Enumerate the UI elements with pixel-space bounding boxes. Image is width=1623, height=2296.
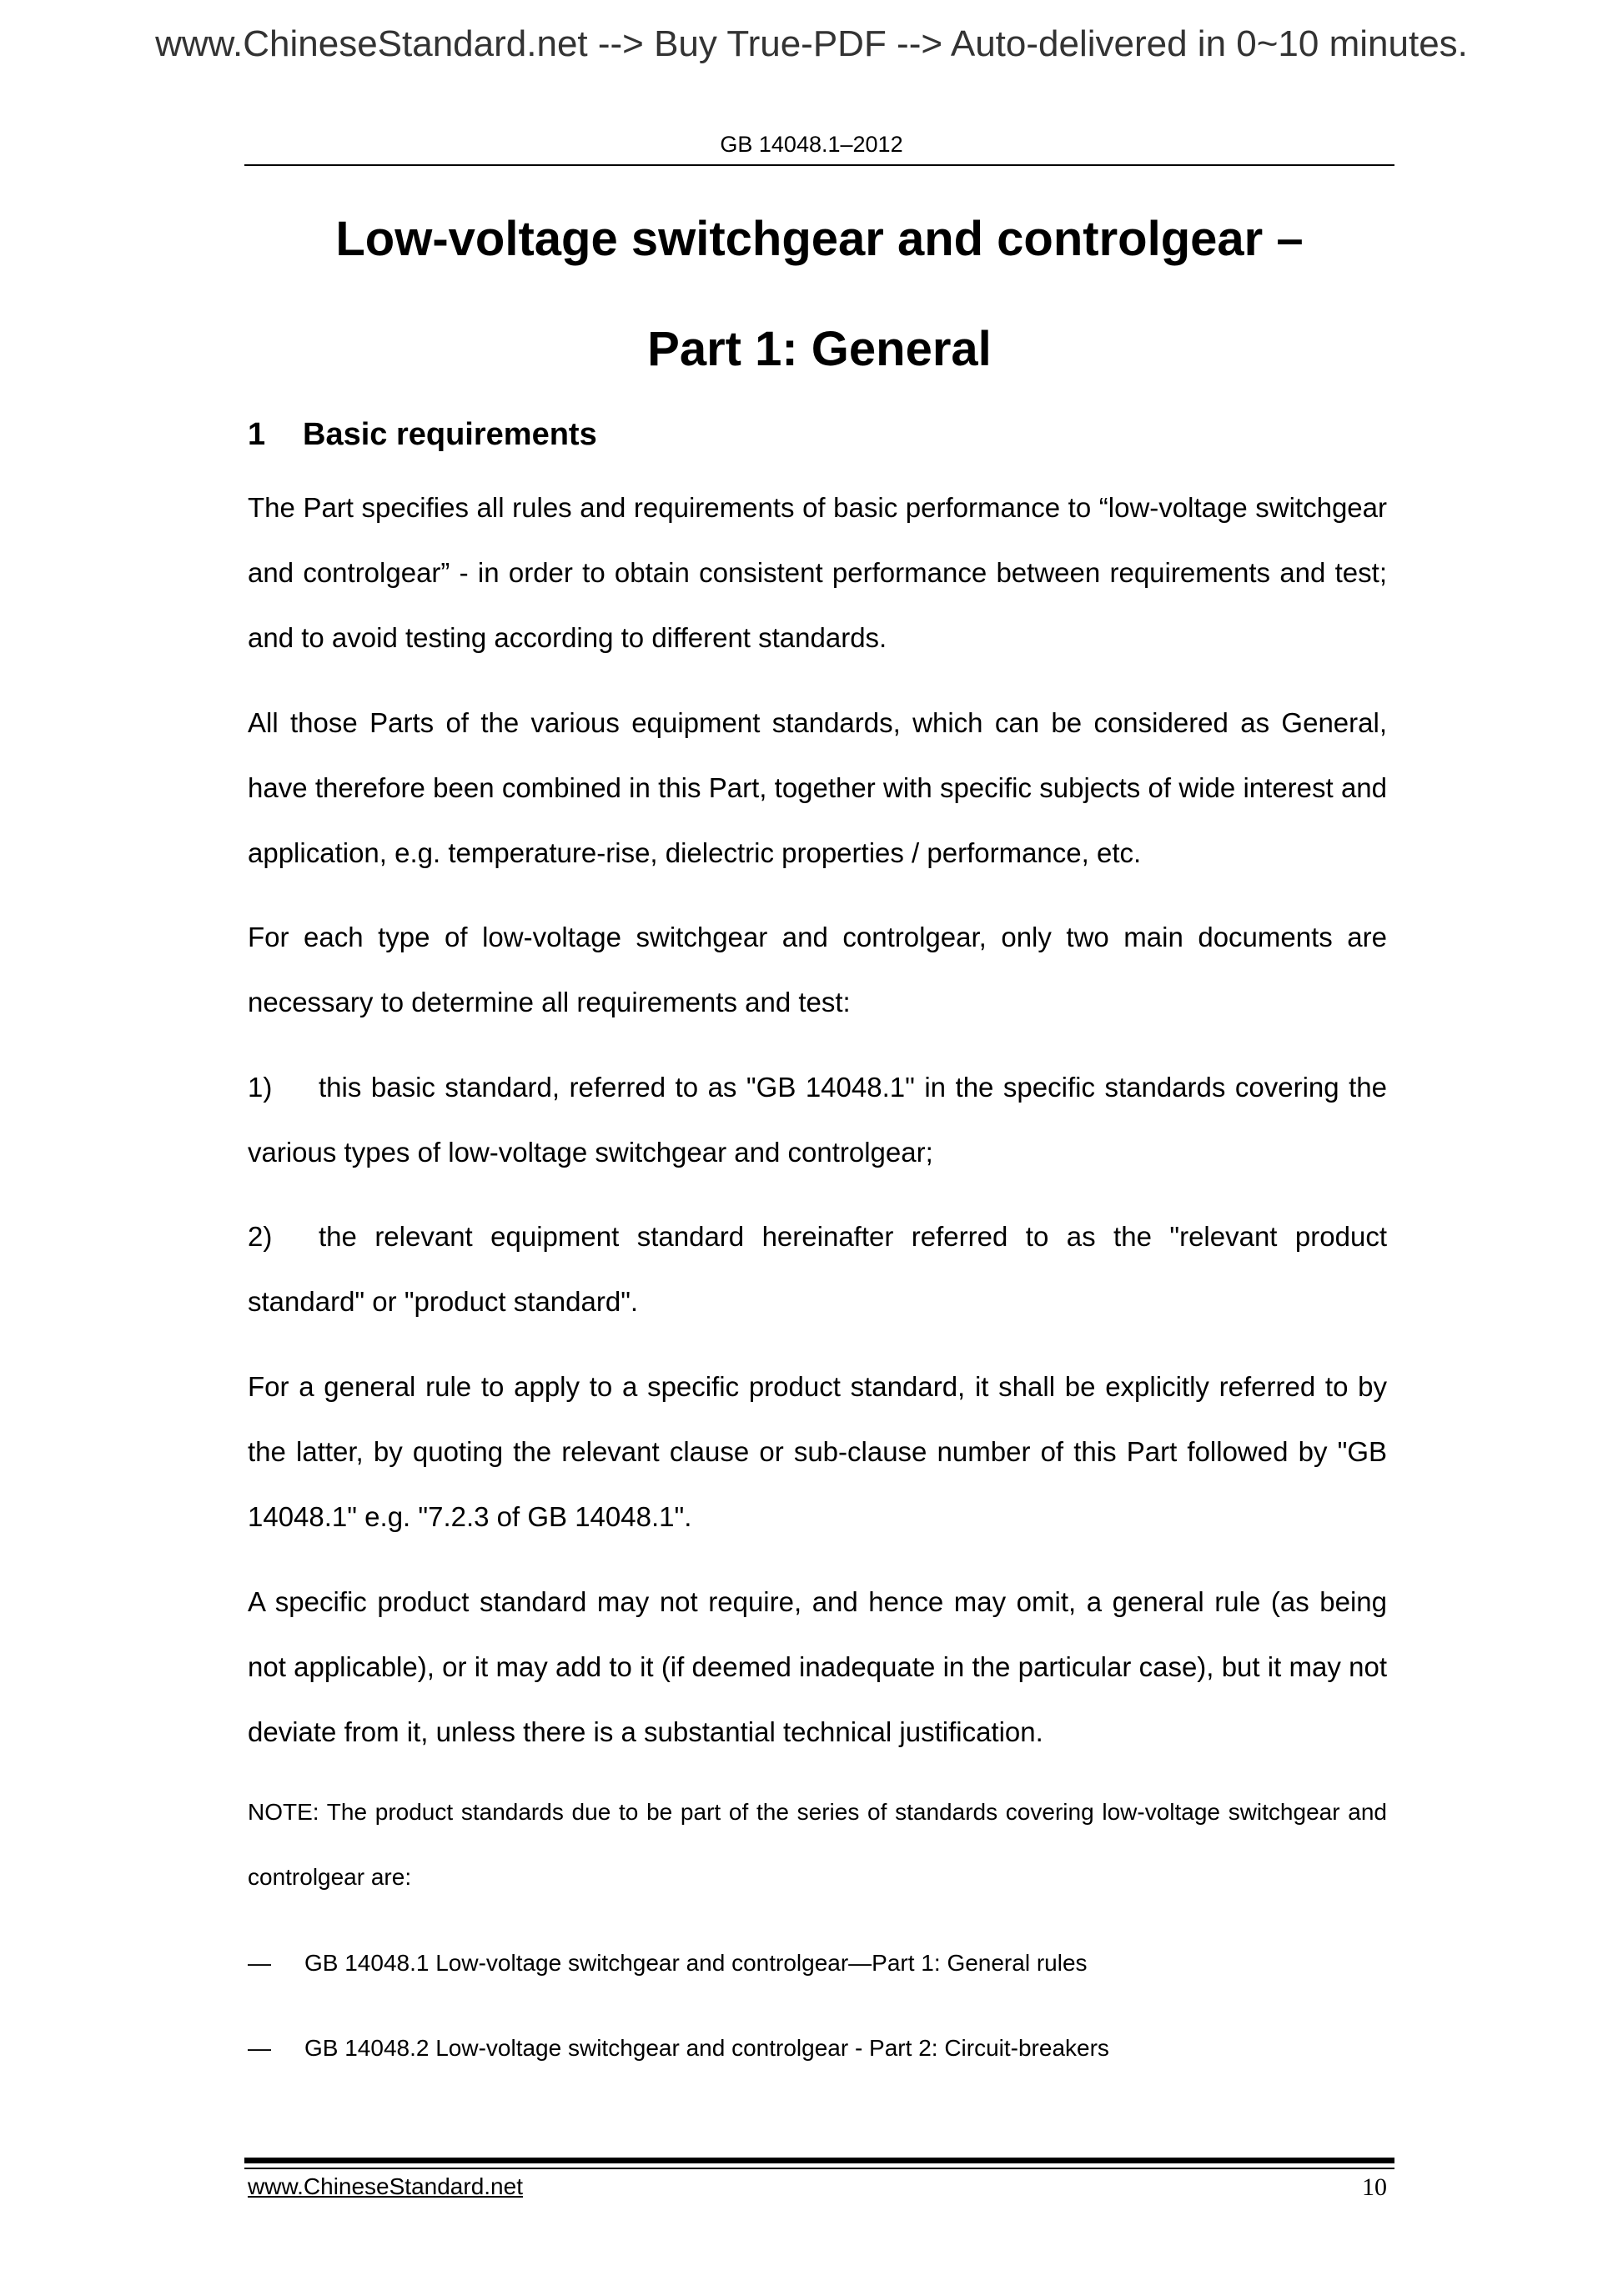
paragraph: All those Parts of the various equipment standards, which can be considered as General, have therefore been combined in this Part, together with specific subjects of wide interest and application, e.g. temperature-rise, dielectric properties / performance, etc. — [248, 707, 1387, 868]
numbered-item — [248, 1055, 1387, 1185]
dash-marker: — — [248, 1950, 271, 1976]
document-title-line-2: Part 1: General — [647, 322, 992, 376]
item-marker: 1) — [248, 1072, 273, 1103]
site-banner: www.ChineseStandard.net --> Buy True-PDF --> Auto-delivered in 0~10 minutes. — [155, 23, 1468, 64]
document-title-line-1: Low-voltage switchgear and controlgear – — [335, 212, 1304, 266]
paragraph: A specific product standard may not require, and hence may omit, a general rule (as being not applicable), or it may add to it (if deemed inadequate in the particular case), but it may not deviate from it, unless there is a substantial technical justification. — [248, 1586, 1387, 1747]
item-text: the relevant equipment standard hereinafter referred to as the "relevant product standard" or "product standard". — [248, 1221, 1387, 1317]
paragraph: The Part specifies all rules and requirements of basic performance to “low-voltage switchgear and controlgear” - in order to obtain consistent performance between requirements and test; and to avoid testing according to different standards. — [248, 492, 1387, 653]
section-title: Basic requirements — [303, 417, 597, 452]
dash-marker: — — [248, 2035, 271, 2061]
header-rule — [244, 164, 1394, 166]
page-number: 10 — [1362, 2173, 1387, 2201]
standard-list-item — [248, 1950, 1387, 1977]
item-text: this basic standard, referred to as "GB 14048.1" in the specific standards covering the various types of low-voltage switchgear and controlgear; — [248, 1072, 1387, 1168]
standard-code: GB 14048.1–2012 — [720, 132, 903, 157]
paragraph: For a general rule to apply to a specific product standard, it shall be explicitly referred to by the latter, by quoting the relevant clause or sub-clause number of this Part followed by "GB 14048.1" e.g. "7.2.3 of GB 14048.1". — [248, 1371, 1387, 1532]
item-marker: 2) — [248, 1221, 273, 1252]
footer-rule-thin — [244, 2168, 1394, 2169]
standard-list-text: GB 14048.1 Low-voltage switchgear and controlgear—Part 1: General rules — [304, 1950, 1088, 1976]
paragraph: For each type of low-voltage switchgear and controlgear, only two main documents are necessary to determine all requirements and test: — [248, 922, 1387, 1017]
numbered-item — [248, 1204, 1387, 1334]
section-number: 1 — [248, 417, 266, 452]
note-text: NOTE: The product standards due to be part of the series of standards covering low-voltage switchgear and controlgear are: — [248, 1799, 1387, 1890]
standard-list-item — [248, 2035, 1387, 2062]
standard-list-text: GB 14048.2 Low-voltage switchgear and controlgear - Part 2: Circuit-breakers — [304, 2035, 1109, 2061]
footer-rule — [244, 2158, 1394, 2163]
footer-website-link[interactable]: www.ChineseStandard.net — [248, 2173, 523, 2199]
section-heading — [248, 417, 597, 453]
